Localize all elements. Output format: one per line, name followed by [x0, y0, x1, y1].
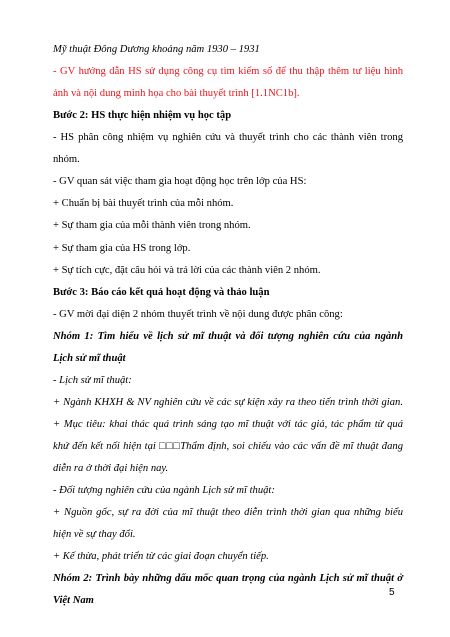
text-line: Mỹ thuật Đông Dương khoảng năm 1930 – 1931: [53, 44, 260, 55]
step-heading: Bước 3: Báo cáo kết quả hoạt động và thảo luận: [53, 286, 270, 298]
text-line: hiện về sự thay đổi.: [53, 529, 136, 541]
step-heading: Bước 2: HS thực hiện nhiệm vụ học tập: [53, 110, 232, 122]
text-line: - HS phân công nhiệm vụ nghiên cứu và thuyết trình cho các thành viên trong: [53, 132, 403, 144]
text-line: + Sự tham gia của mỗi thành viên trong nhóm.: [53, 220, 251, 232]
text-line: - Lịch sử mĩ thuật:: [53, 374, 132, 386]
group-heading: Lịch sử mĩ thuật: [53, 352, 126, 364]
text-line: - GV quan sát việc tham gia hoạt động học trên lớp của HS:: [53, 176, 307, 188]
text-line: + Nguồn gốc, sự ra đời của mĩ thuật theo diễn trình thời gian qua những biểu: [53, 507, 403, 519]
text-line: + Mục tiêu: khai thác quá trình sáng tạo mĩ thuật với tác giả, tác phẩm từ quá: [53, 418, 403, 430]
group-heading: Việt Nam: [53, 595, 94, 607]
text-line: nhóm.: [53, 154, 80, 166]
text-line: - Đối tượng nghiên cứu của ngành Lịch sử mĩ thuật:: [53, 485, 275, 496]
text-line: ảnh và nội dung minh họa cho bài thuyết trình [1.1NC1b].: [53, 88, 300, 100]
text-line: - GV mời đại diện 2 nhóm thuyết trình về nội dung được phân công:: [53, 308, 343, 320]
text-line: + Chuẩn bị bài thuyết trình của mỗi nhóm.: [53, 198, 234, 210]
text-line: + Ngành KHXH & NV nghiên cứu về các sự kiện xảy ra theo tiến trình thời gian.: [53, 396, 403, 408]
page-number: 5: [389, 587, 395, 598]
text-line: + Sự tham gia của HS trong lớp.: [53, 242, 191, 254]
text-line: - GV hướng dẫn HS sử dụng công cụ tìm kiếm số để thu thập thêm tư liệu hình: [53, 66, 403, 77]
text-line: + Sự tích cực, đặt câu hỏi và trả lời của các thành viên 2 nhóm.: [53, 264, 321, 276]
group-heading: Nhóm 1: Tìm hiểu về lịch sử mĩ thuật và đối tượng nghiên cứu của ngành: [53, 330, 403, 342]
text-line: diễn ra ở thời đại hiện nay.: [53, 462, 169, 474]
text-line: + Kế thừa, phát triển từ các giai đoạn chuyển tiếp.: [53, 551, 269, 563]
text-line: khứ đến kết nối hiện tại □□□Thẩm định, soi chiếu vào các vấn đề mĩ thuật đang: [53, 440, 403, 452]
group-heading: Nhóm 2: Trình bày những dấu mốc quan trọng của ngành Lịch sử mĩ thuật ở: [53, 573, 403, 585]
